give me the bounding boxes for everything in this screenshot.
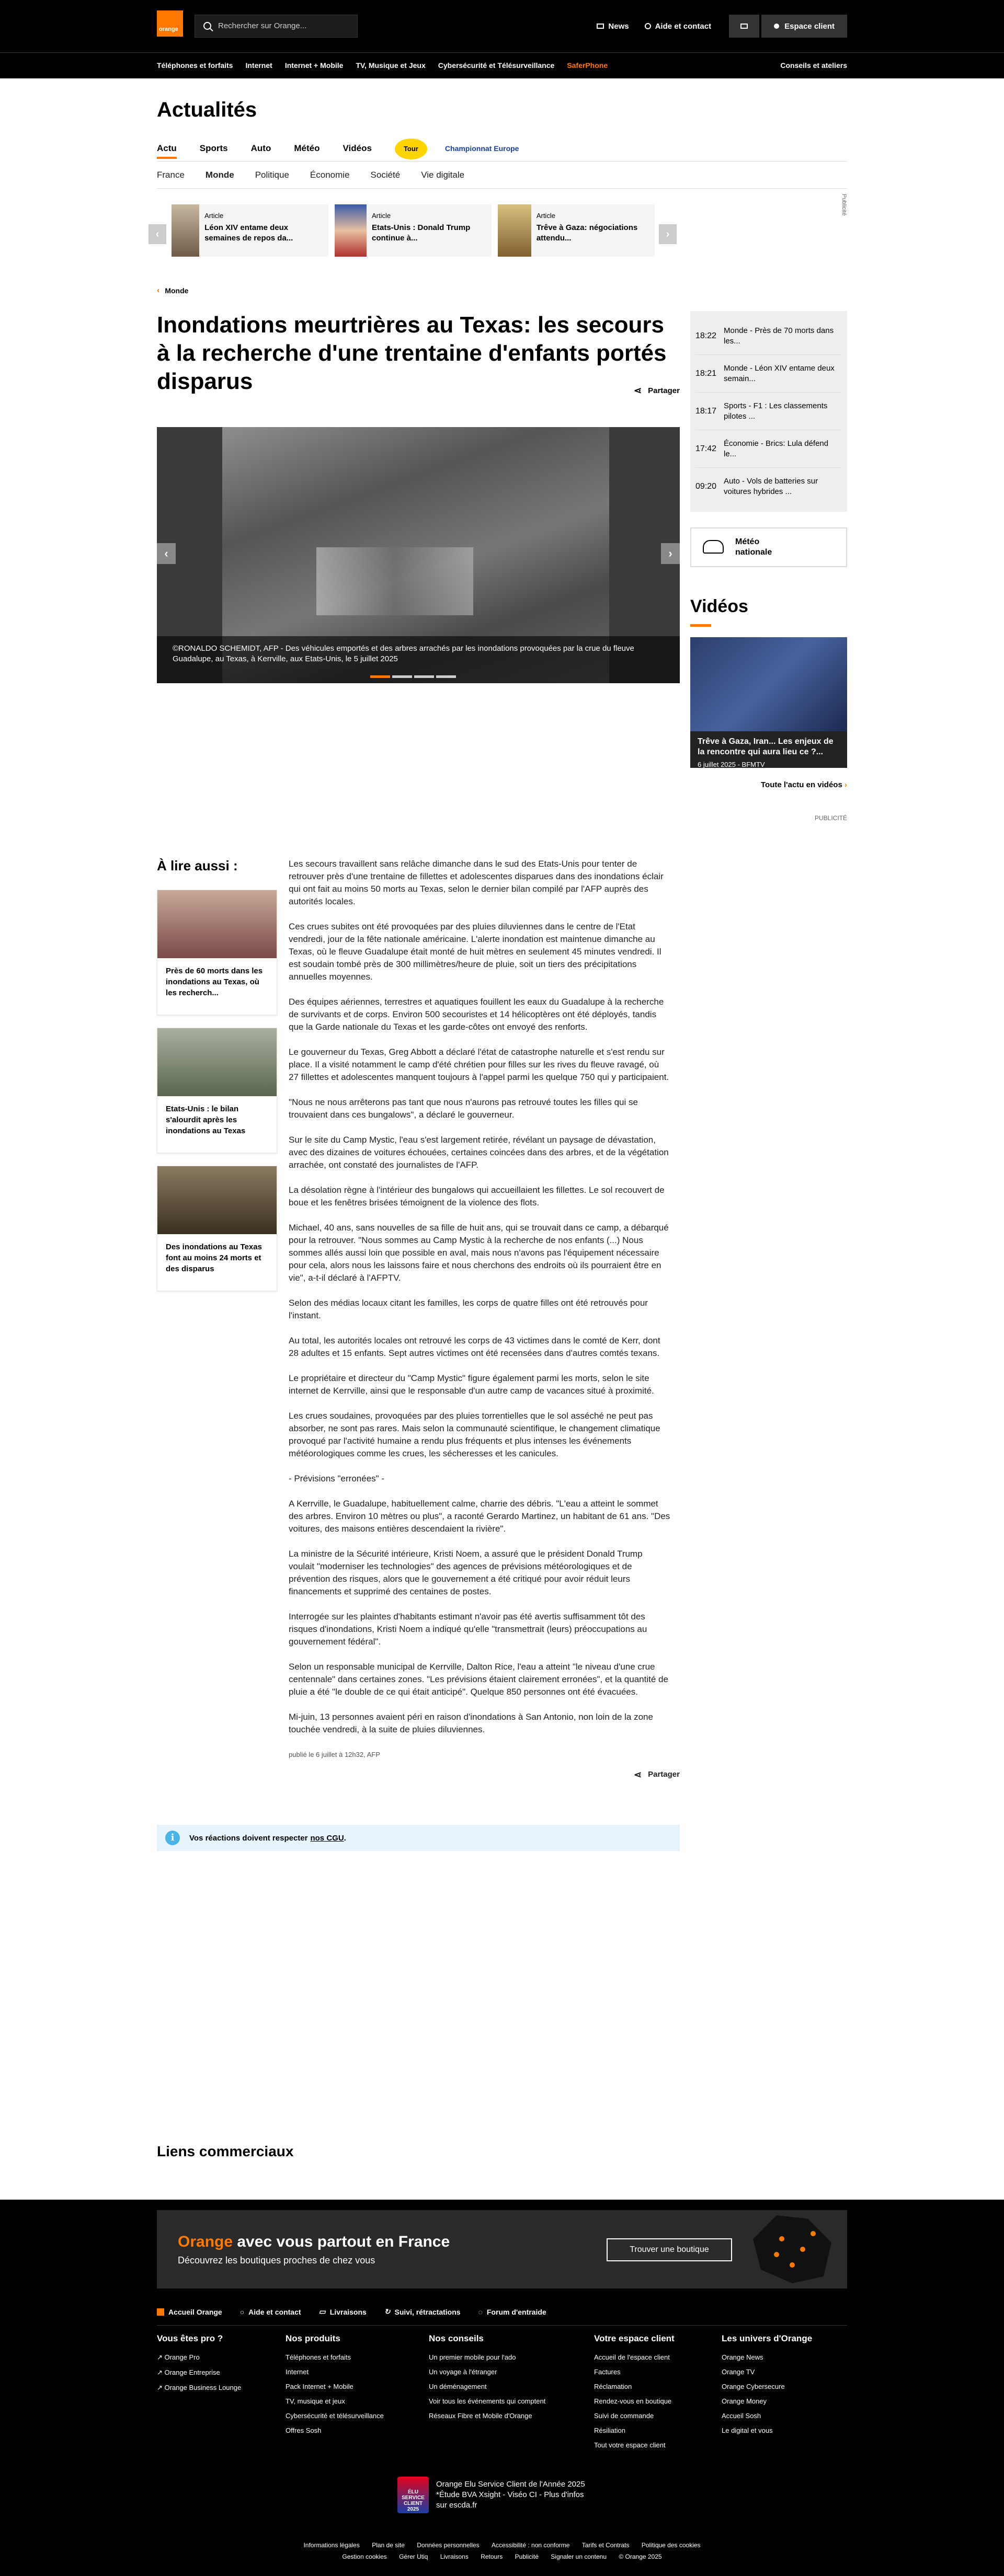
footer-link[interactable]: TV, musique et jeux — [286, 2397, 345, 2405]
article-title: Inondations meurtrières au Texas: les secours à la recherche d'une trentaine d'enfants portés disparus — [157, 312, 667, 394]
cloud-icon — [703, 540, 724, 554]
slide-dot[interactable] — [414, 675, 434, 678]
subtab-vie-digitale[interactable]: Vie digitale — [421, 169, 465, 180]
live-time: 09:20 — [695, 482, 717, 491]
legal-link[interactable]: Informations légales — [303, 2542, 360, 2549]
read-also-heading: À lire aussi : — [157, 858, 238, 873]
quick-link-label: Livraisons — [329, 2307, 367, 2316]
footer-link[interactable]: Orange News — [722, 2353, 763, 2361]
footer-col-title: Votre espace client — [594, 2333, 675, 2343]
cgu-link[interactable]: nos CGU — [310, 1833, 344, 1843]
news-icon — [597, 24, 604, 29]
slide-dot[interactable] — [392, 675, 412, 678]
slide-prev-button[interactable]: ‹ — [157, 543, 176, 564]
carousel-thumb — [335, 204, 367, 257]
footer-quick-link[interactable] — [384, 2307, 461, 2316]
sidebar — [690, 311, 847, 822]
footer-link[interactable]: Offres Sosh — [286, 2426, 322, 2434]
paragraph: Mi-juin, 13 personnes avaient péri en raison d'inondations à San Antonio, non loin de la zone touchée vendredi, à la suite de pluies diluviennes. — [289, 1712, 653, 1734]
slide-dot[interactable] — [370, 675, 390, 678]
video-thumb — [690, 637, 847, 731]
sub-tabs — [157, 162, 847, 189]
slide-dots — [370, 675, 458, 678]
subtab-monde[interactable]: Monde — [205, 169, 234, 180]
read-also-thumb — [157, 1028, 277, 1096]
tour-logo[interactable]: Tour — [395, 139, 427, 159]
footer-col-conseils — [429, 2333, 594, 2456]
publicite-label: PUBLICITÉ — [814, 814, 847, 822]
client-space-button[interactable] — [761, 15, 847, 38]
footer-col-title: Nos conseils — [429, 2333, 484, 2343]
nav-item[interactable]: TV, Musique et Jeux — [356, 61, 426, 70]
footer-link[interactable]: Réseaux Fibre et Mobile d'Orange — [429, 2412, 532, 2420]
read-also-title: Etats-Unis : le bilan s'alourdit après les inondations au Texas — [166, 1105, 246, 1135]
footer-quick-link[interactable] — [157, 2307, 222, 2316]
forum-icon: ◌ — [478, 2307, 483, 2316]
help-label: Aide et contact — [655, 21, 712, 31]
paragraph: A Kerrville, le Guadalupe, habituellement calme, charrie des débris. "L'eau a atteint le sommet des arbres. Environ 10 mètres ou plus", a raconté Gerardo Martinez, un habitant de 61 ans. "Des voitures, des maisons entières descendaient la rivière". — [289, 1499, 670, 1534]
paragraph: Sur le site du Camp Mystic, l'eau s'est largement retirée, révélant un paysage de dévastation, avec des dizaines de voitures échouées, certaines coincées dans des arbres, et de la végétation arrachée, ont constaté des journalistes de l'AFP. — [289, 1135, 669, 1170]
footer-col-title: Nos produits — [286, 2333, 340, 2343]
award-line: *Étude BVA Xsight - Viséo CI - Plus d'infos — [436, 2490, 584, 2499]
paragraph: La désolation règne à l'intérieur des bungalows qui accueillaient les fillettes. Le sol recouvert de boue et les fenêtres brisées témoignent de la violence des flots. — [289, 1185, 665, 1208]
tab-auto[interactable]: Auto — [250, 143, 271, 153]
footer-link[interactable]: ↗ Orange Pro — [157, 2353, 200, 2361]
legal-link[interactable]: Gestion cookies — [342, 2553, 387, 2560]
paragraph: "Nous ne nous arrêterons pas tant que nous n'aurons pas retrouvé toutes les filles qui se trouvaient dans ces bungalows", a déclaré le gouverneur. — [289, 1097, 638, 1120]
footer-col-pro — [157, 2333, 286, 2456]
slide-dot[interactable] — [436, 675, 456, 678]
legal-link[interactable]: Signaler un contenu — [551, 2553, 607, 2560]
legal-link[interactable]: Publicité — [515, 2553, 539, 2560]
footer-col-espace-client — [594, 2333, 722, 2456]
footer-link[interactable]: Voir tous les événements qui comptent — [429, 2397, 546, 2405]
footer-link[interactable]: Pack Internet + Mobile — [286, 2383, 353, 2390]
carousel-card[interactable] — [498, 204, 655, 257]
promo-title — [178, 2233, 450, 2251]
help-link[interactable] — [645, 22, 712, 31]
tab-videos[interactable]: Vidéos — [343, 143, 372, 153]
card-title: Etats-Unis : Donald Trump continue à... — [372, 223, 471, 243]
footer-col-univers — [722, 2333, 847, 2456]
legal-link[interactable]: Accessibilité : non conforme — [492, 2542, 570, 2549]
nav-item[interactable]: Internet — [245, 61, 272, 70]
live-item[interactable] — [695, 393, 842, 430]
live-item[interactable] — [695, 317, 842, 355]
share-label: Partager — [648, 386, 680, 395]
paragraph: Selon des médias locaux citant les familles, les corps de quatre filles ont été retrouvés pour l'instant. — [289, 1298, 648, 1320]
carousel-thumb — [498, 204, 531, 257]
top-bar — [0, 0, 1004, 52]
page-title: Actualités — [157, 98, 257, 121]
footer-link[interactable]: Rendez-vous en boutique — [594, 2397, 672, 2405]
read-also-thumb — [157, 890, 277, 958]
legal-link[interactable]: Plan de site — [372, 2542, 405, 2549]
search-input[interactable] — [195, 15, 358, 38]
read-also-title: Près de 60 morts dans les inondations au Texas, où les recherch... — [166, 967, 263, 997]
card-title: Léon XIV entame deux semaines de repos da... — [204, 223, 293, 243]
liens-commerciaux-heading: Liens commerciaux — [157, 2143, 294, 2159]
footer-col-title: Les univers d'Orange — [722, 2333, 813, 2343]
paragraph: Le gouverneur du Texas, Greg Abbott a déclaré l'état de catastrophe naturelle et s'est rendu sur place. Il a visité notamment le camp d'été chrétien pour filles sur les rives du fleuve ravagé, où 27 fillettes et adolescentes manquent toujours à l'appel parmi les quelque 750 qui y participaient. — [289, 1047, 669, 1082]
footer-link[interactable]: Réclamation — [594, 2383, 632, 2390]
paragraph: Michael, 40 ans, sans nouvelles de sa fille de huit ans, qui se trouvait dans ce camp, a débarqué pour la retrouver. "Nous sommes au Camp Mystic à la recherche de nos enfants (...) Nous sommes allés aussi loin que possible en aval, mais nous n'avons pas l'équipement nécessaire pour cela, alors nous les laissons faire et nous cherchons des endroits où ils pourraient être en vie", a-t-il déclaré à l'AFPTV. — [289, 1223, 669, 1283]
subtab-politique[interactable]: Politique — [255, 169, 289, 180]
live-time: 18:17 — [695, 406, 717, 416]
video-title: Trêve à Gaza, Iran... Les enjeux de la rencontre qui aura lieu ce ?... — [698, 737, 834, 756]
footer-link-label: Orange Business Lounge — [164, 2384, 242, 2391]
footer-columns — [157, 2333, 847, 2456]
meteo-label: Météo nationale — [735, 537, 772, 557]
main-area — [157, 262, 847, 2196]
legal-link[interactable]: Livraisons — [440, 2553, 469, 2560]
help-icon: ○ — [239, 2307, 245, 2316]
all-videos-link[interactable] — [690, 780, 847, 789]
footer-col-produits — [286, 2333, 429, 2456]
live-text: Monde - Léon XIV entame deux semain... — [724, 363, 835, 383]
footer-quick-links — [157, 2307, 564, 2316]
publish-date: publié le 6 juillet à 12h32, AFP — [289, 1751, 380, 1758]
video-source: 6 juillet 2025 - BFMTV — [698, 761, 765, 768]
share-button-bottom[interactable] — [289, 1768, 680, 1781]
tab-sports[interactable]: Sports — [199, 143, 228, 153]
help-icon — [645, 23, 651, 29]
live-time: 18:21 — [695, 369, 717, 378]
main-nav — [0, 52, 1004, 78]
quick-link-label: Accueil Orange — [168, 2307, 222, 2316]
promo-brand: Orange — [178, 2233, 233, 2250]
client-space-label: Espace client — [784, 21, 835, 31]
tab-actu[interactable]: Actu — [157, 143, 177, 159]
legal-link[interactable]: Politique des cookies — [641, 2542, 701, 2549]
nav-item[interactable]: Téléphones et forfaits — [157, 61, 233, 70]
subtab-societe[interactable]: Société — [370, 169, 401, 180]
live-text: Sports - F1 : Les classements pilotes ... — [724, 401, 828, 421]
footer-link[interactable]: Orange Cybersecure — [722, 2383, 785, 2390]
nav-conseils[interactable]: Conseils et ateliers — [780, 61, 847, 70]
escda-award[interactable] — [397, 2477, 585, 2513]
find-shop-button[interactable]: Trouver une boutique — [607, 2238, 732, 2261]
paragraph: Au total, les autorités locales ont retrouvé les corps de 43 victimes dans le comté de Kerr, dont 28 adultes et 15 enfants. Sept autres victimes ont été recensées dans d'autres comtés texans. — [289, 1336, 660, 1358]
return-icon: ↻ — [384, 2307, 391, 2316]
legal-links — [0, 2539, 1004, 2562]
footer-link-label: Orange Pro — [164, 2353, 200, 2361]
paragraph: Ces crues subites ont été provoquées par des pluies diluviennes dans le centre de l'Etat vendredi, jour de la fête nationale américaine. L'alerte inondation est maintenue dimanche au Texas, où le fleuve Guadalupe était monté de huit mètres en seulement 45 minutes vendredi. Il est soudain tombé près de 300 millimètres/heure de pluie, soit un tiers des précipitations annuelles moyennes. — [289, 922, 661, 982]
legal-link[interactable]: Tarifs et Contrats — [581, 2542, 630, 2549]
carousel-prev-button[interactable]: ‹ — [149, 224, 166, 244]
search-icon — [203, 22, 211, 30]
paragraph: - Prévisions "erronées" - — [289, 1474, 385, 1484]
share-button[interactable] — [634, 385, 680, 396]
promo-subtitle: Découvrez les boutiques proches de chez vous — [178, 2255, 375, 2266]
publicite-label: Publicité — [841, 194, 847, 216]
footer-link[interactable]: Factures — [594, 2368, 621, 2376]
share-icon: ⋖ — [634, 1769, 642, 1780]
read-also-title: Des inondations au Texas font au moins 24 morts et des disparus — [166, 1243, 262, 1273]
quick-link-label: Aide et contact — [248, 2307, 301, 2316]
paragraph: Interrogée sur les plaintes d'habitants estimant n'avoir pas été avertis suffisamment tôt des risques d'inondations, Kristi Noem a indiqué qu'elle "transmettrait (leurs) préoccupations au gouvernement fédéral". — [289, 1612, 647, 1647]
footer — [0, 2200, 1004, 2576]
live-time: 17:42 — [695, 444, 717, 453]
article-carousel — [155, 194, 847, 262]
legal-link[interactable]: Données personnelles — [417, 2542, 480, 2549]
legal-link[interactable]: Gérer Utiq — [399, 2553, 428, 2560]
award-text — [436, 2479, 585, 2511]
live-feed — [690, 311, 847, 512]
hero-slideshow — [157, 427, 680, 683]
article-body — [289, 858, 680, 1781]
footer-link[interactable]: ↗ Orange Entreprise — [157, 2368, 220, 2376]
nav-item-saferphone[interactable]: SaferPhone — [567, 61, 608, 70]
paragraph: Le propriétaire et directeur du "Camp Mystic" figure également parmi les morts, selon le site internet de Kerrville, ainsi que le responsable d'un autre camp de vacances situé à proximité. — [289, 1373, 654, 1396]
breadcrumb[interactable] — [157, 286, 680, 295]
content — [157, 98, 847, 2196]
card-title: Trêve à Gaza: négociations attendu... — [536, 223, 638, 243]
chevron-left-icon: ‹ — [157, 286, 160, 295]
live-time: 18:22 — [695, 331, 717, 340]
paragraph: Les secours travaillent sans relâche dimanche dans le sud des Etats-Unis pour tenter de retrouver près d'une trentaine de fillettes et adolescentes disparues dans des inondations éclair qui ont fait au moins 50 morts au Texas, selon le dernier bilan compilé par l'AFP auprès des autorités locales. — [289, 859, 664, 906]
championnat-europe-logo[interactable]: Championnat Europe — [444, 144, 519, 153]
notice-text: Vos réactions doivent respecter — [189, 1833, 308, 1843]
paragraph: Selon un responsable municipal de Kerrville, Dalton Rice, l'eau a atteint "le niveau d'une crue centennale" dans certaines zones. "Les prévisions étaient clairement erronées", et la quantité de pluie a été "le double de ce qui était anticipé". Quelque 850 personnes ont été évacuées. — [289, 1662, 668, 1697]
live-text: Monde - Près de 70 morts dans les... — [724, 326, 834, 346]
carousel-card[interactable] — [335, 204, 492, 257]
read-also-thumb — [157, 1166, 277, 1234]
all-videos-label: Toute l'actu en vidéos — [761, 780, 842, 789]
chevron-right-icon: › — [845, 780, 847, 789]
carousel-card[interactable] — [172, 204, 328, 257]
search-placeholder: Rechercher sur Orange... — [218, 21, 307, 30]
subtab-economie[interactable]: Économie — [310, 169, 350, 180]
article-column — [157, 262, 680, 683]
user-icon — [774, 24, 779, 29]
footer-col-title: Vous êtes pro ? — [157, 2333, 223, 2343]
france-map-icon — [753, 2215, 831, 2283]
read-also — [157, 858, 277, 1304]
footer-link[interactable]: Un premier mobile pour l'ado — [429, 2353, 516, 2361]
orange-logo[interactable]: orange — [157, 10, 183, 37]
card-kicker: Article — [536, 212, 555, 220]
boutique-promo — [157, 2210, 847, 2288]
footer-link[interactable]: Cybersécurité et télésurveillance — [286, 2412, 384, 2420]
award-line: sur escda.fr — [436, 2501, 477, 2510]
read-also-card[interactable] — [157, 1028, 277, 1153]
share-label: Partager — [648, 1770, 680, 1779]
videos-accent — [690, 624, 711, 627]
footer-link[interactable]: Orange Money — [722, 2397, 767, 2405]
quick-link-label: Forum d'entraide — [486, 2307, 546, 2316]
live-text: Économie - Brics: Lula défend le... — [724, 439, 829, 458]
footer-link[interactable]: Accueil Sosh — [722, 2412, 761, 2420]
read-also-card[interactable] — [157, 890, 277, 1015]
footer-link[interactable]: Un déménagement — [429, 2383, 487, 2390]
live-item[interactable] — [695, 430, 842, 468]
share-icon: ⋖ — [634, 385, 642, 396]
footer-divider — [157, 2325, 847, 2326]
news-link[interactable] — [597, 22, 629, 31]
live-text: Auto - Vols de batteries sur voitures hybrides ... — [724, 477, 818, 496]
truck-icon: ▭ — [318, 2307, 326, 2316]
info-icon: i — [165, 1831, 180, 1845]
meteo-button[interactable] — [690, 527, 847, 567]
footer-link[interactable]: Accueil de l'espace client — [594, 2353, 670, 2361]
paragraph: Les crues soudaines, provoquées par des pluies torrentielles que le sol asséché ne peut pas absorber, ne sont pas rares. Mais selon la communauté scientifique, le changement climatique provoqué par l'activité humaine a rendu plus fréquents et plus intenses les événements météorologiques comme les crues, les sécheresses et les canicules. — [289, 1411, 660, 1458]
footer-link[interactable]: Téléphones et forfaits — [286, 2353, 351, 2361]
slide-next-button[interactable]: › — [661, 543, 680, 564]
cgu-notice — [157, 1825, 680, 1851]
footer-link[interactable]: Résiliation — [594, 2426, 625, 2434]
award-line: Orange Elu Service Client de l'Année 2025 — [436, 2480, 585, 2489]
footer-link[interactable]: Un voyage à l'étranger — [429, 2368, 497, 2376]
nav-item[interactable]: Internet + Mobile — [284, 61, 344, 70]
footer-link[interactable]: Tout votre espace client — [594, 2441, 666, 2449]
orange-home-icon — [157, 2308, 164, 2316]
footer-link[interactable]: ↗ Orange Business Lounge — [157, 2384, 242, 2391]
mail-icon — [740, 24, 748, 29]
carousel-next-button[interactable]: › — [659, 224, 677, 244]
footer-link[interactable]: Le digital et vous — [722, 2426, 773, 2434]
breadcrumb-label: Monde — [165, 286, 189, 295]
news-label: News — [608, 21, 629, 31]
mail-button[interactable] — [729, 15, 759, 38]
footer-link[interactable]: Orange TV — [722, 2368, 755, 2376]
quick-link-label: Suivi, rétractations — [394, 2307, 461, 2316]
live-item[interactable] — [695, 468, 842, 505]
live-item[interactable] — [695, 355, 842, 393]
footer-quick-link[interactable] — [319, 2307, 367, 2316]
paragraph: La ministre de la Sécurité intérieure, Kristi Noem, a assuré que le président Donald Trump voulait "moderniser les technologies" des agences de prévisions météorologiques et de prévention des risques, alors que le gouvernement a été critiqué pour avoir réduit leurs financements et supprimé des centaines de postes. — [289, 1549, 643, 1596]
read-also-card[interactable] — [157, 1166, 277, 1291]
carousel-thumb — [172, 204, 199, 257]
card-kicker: Article — [372, 212, 391, 220]
tab-meteo[interactable]: Météo — [294, 143, 320, 153]
paragraph: Des équipes aériennes, terrestres et aquatiques fouillent les eaux du Guadalupe à la recherche de survivants et de corps. Environ 500 secouristes et 14 hélicoptères ont été déployés, tandis que la Garde nationale du Texas et les garde-côtes ont envoyé des renforts. — [289, 997, 664, 1032]
footer-link-label: Orange Entreprise — [164, 2368, 220, 2376]
notice-suffix: . — [344, 1833, 346, 1843]
video-card[interactable] — [690, 637, 847, 768]
footer-quick-link[interactable] — [240, 2307, 301, 2316]
copyright: © Orange 2025 — [619, 2553, 662, 2560]
footer-link[interactable]: Suivi de commande — [594, 2412, 654, 2420]
nav-item[interactable]: Cybersécurité et Télésurveillance — [438, 61, 555, 70]
legal-link[interactable]: Retours — [481, 2553, 503, 2560]
card-kicker: Article — [204, 212, 224, 220]
subtab-france[interactable]: France — [157, 169, 185, 180]
footer-link[interactable]: Internet — [286, 2368, 309, 2376]
hero-caption: ©RONALDO SCHEMIDT, AFP - Des véhicules emportés et des arbres arrachés par les inondations provoquées par la crue du fleuve Guadalupe, au Texas, à Kerrville, aux Etats-Unis, le 5 juillet 2025 — [157, 636, 680, 683]
award-badge: ÉLU SERVICE CLIENT 2025 — [397, 2477, 429, 2513]
videos-heading: Vidéos — [690, 596, 748, 616]
footer-quick-link[interactable] — [478, 2307, 546, 2316]
promo-rest: avec vous partout en France — [233, 2233, 450, 2250]
section-tabs — [157, 141, 847, 162]
